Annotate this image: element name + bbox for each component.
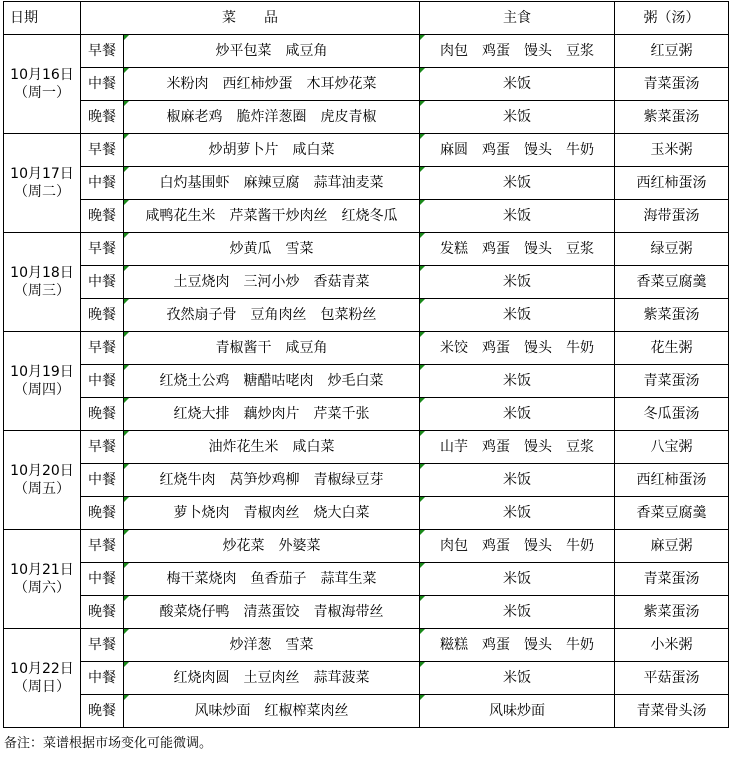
staple-cell-text: 风味炒面 bbox=[489, 703, 545, 719]
meal-cell-text: 中餐 bbox=[88, 571, 116, 587]
cell-marker-icon bbox=[420, 464, 425, 469]
cell-marker-icon bbox=[420, 398, 425, 403]
header-date: 日期 bbox=[4, 2, 81, 35]
staple-cell-text: 米饭 bbox=[503, 472, 531, 488]
menu-row bbox=[4, 68, 729, 101]
cell-marker-icon bbox=[420, 431, 425, 436]
soup-cell bbox=[615, 200, 729, 233]
meal-cell bbox=[81, 167, 124, 200]
soup-cell bbox=[615, 332, 729, 365]
staple-cell-text: 米饭 bbox=[503, 505, 531, 521]
dishes-cell-text: 炒平包菜 咸豆角 bbox=[215, 43, 328, 59]
staple-cell bbox=[420, 464, 615, 497]
dishes-cell-text: 酸菜烧仔鸭 清蒸蛋饺 青椒海带丝 bbox=[159, 604, 384, 620]
staple-cell bbox=[420, 497, 615, 530]
soup-cell-text: 冬瓜蛋汤 bbox=[643, 406, 700, 422]
menu-row bbox=[4, 629, 729, 662]
menu-row bbox=[4, 695, 729, 728]
menu-row bbox=[4, 200, 729, 233]
staple-cell-text: 山芋 鸡蛋 馒头 豆浆 bbox=[440, 439, 594, 455]
staple-cell bbox=[420, 233, 615, 266]
meal-cell-text: 早餐 bbox=[88, 43, 116, 59]
menu-row bbox=[4, 101, 729, 134]
soup-cell bbox=[615, 266, 729, 299]
staple-cell-text: 米饭 bbox=[503, 274, 531, 290]
menu-row bbox=[4, 299, 729, 332]
meal-cell bbox=[81, 332, 124, 365]
footnote: 备注：菜谱根据市场变化可能微调。 bbox=[4, 736, 213, 751]
menu-row bbox=[4, 464, 729, 497]
dishes-cell bbox=[124, 431, 420, 464]
dishes-cell-text: 炒胡萝卜片 咸白菜 bbox=[208, 142, 335, 158]
menu-row bbox=[4, 167, 729, 200]
cell-marker-icon bbox=[420, 134, 425, 139]
weekday-label: （周四） bbox=[14, 382, 70, 398]
staple-cell-text: 米饭 bbox=[503, 76, 531, 92]
staple-cell-text: 米饭 bbox=[503, 406, 531, 422]
meal-cell-text: 晚餐 bbox=[88, 703, 116, 719]
dishes-cell bbox=[124, 662, 420, 695]
meal-cell bbox=[81, 266, 124, 299]
cell-marker-icon bbox=[124, 266, 129, 271]
soup-cell-text: 麻豆粥 bbox=[650, 538, 693, 554]
cell-marker-icon bbox=[420, 35, 425, 40]
meal-cell-text: 中餐 bbox=[88, 373, 116, 389]
menu-row bbox=[4, 530, 729, 563]
dishes-cell-text: 红烧土公鸡 糖醋咕咾肉 炒毛白菜 bbox=[159, 373, 384, 389]
meal-cell-text: 晚餐 bbox=[88, 307, 116, 323]
staple-cell bbox=[420, 530, 615, 563]
weekday-label: （周一） bbox=[14, 85, 70, 101]
meal-cell bbox=[81, 101, 124, 134]
dishes-cell-text: 红烧肉圆 土豆肉丝 蒜茸菠菜 bbox=[173, 670, 370, 686]
cell-marker-icon bbox=[124, 167, 129, 172]
soup-cell bbox=[615, 629, 729, 662]
soup-cell-text: 香菜豆腐羹 bbox=[636, 274, 707, 290]
soup-cell bbox=[615, 563, 729, 596]
staple-cell-text: 米饭 bbox=[503, 175, 531, 191]
dishes-cell bbox=[124, 596, 420, 629]
staple-cell-text: 肉包 鸡蛋 馒头 牛奶 bbox=[440, 538, 594, 554]
dishes-cell-text: 油炸花生米 咸白菜 bbox=[208, 439, 335, 455]
cell-marker-icon bbox=[420, 167, 425, 172]
dishes-cell bbox=[124, 629, 420, 662]
date-label: 10月16日 bbox=[10, 67, 74, 83]
soup-cell bbox=[615, 35, 729, 68]
dishes-cell-text: 椒麻老鸡 脆炸洋葱圈 虎皮青椒 bbox=[166, 109, 377, 125]
meal-cell-text: 早餐 bbox=[88, 637, 116, 653]
cell-marker-icon bbox=[124, 35, 129, 40]
staple-cell bbox=[420, 101, 615, 134]
soup-cell bbox=[615, 464, 729, 497]
soup-cell-text: 西红柿蛋汤 bbox=[636, 175, 707, 191]
cell-marker-icon bbox=[420, 596, 425, 601]
dishes-cell-text: 梅干菜烧肉 鱼香茄子 蒜茸生菜 bbox=[166, 571, 377, 587]
cell-marker-icon bbox=[420, 662, 425, 667]
soup-cell bbox=[615, 134, 729, 167]
meal-cell-text: 晚餐 bbox=[88, 505, 116, 521]
cell-marker-icon bbox=[124, 233, 129, 238]
meal-cell bbox=[81, 431, 124, 464]
header-dishes: 菜 品 bbox=[81, 2, 420, 35]
soup-cell-text: 青菜蛋汤 bbox=[643, 373, 700, 389]
cell-marker-icon bbox=[124, 68, 129, 73]
meal-cell bbox=[81, 662, 124, 695]
staple-cell bbox=[420, 167, 615, 200]
header-soup: 粥（汤） bbox=[615, 2, 729, 35]
cell-marker-icon bbox=[420, 68, 425, 73]
meal-cell-text: 晚餐 bbox=[88, 208, 116, 224]
soup-cell-text: 紫菜蛋汤 bbox=[643, 307, 700, 323]
meal-cell bbox=[81, 299, 124, 332]
dishes-cell bbox=[124, 134, 420, 167]
meal-cell-text: 晚餐 bbox=[88, 406, 116, 422]
dishes-cell bbox=[124, 695, 420, 728]
weekday-label: （周六） bbox=[14, 580, 70, 596]
meal-cell-text: 中餐 bbox=[88, 472, 116, 488]
meal-cell-text: 早餐 bbox=[88, 340, 116, 356]
cell-marker-icon bbox=[420, 695, 425, 700]
meal-cell-text: 早餐 bbox=[88, 538, 116, 554]
staple-cell bbox=[420, 398, 615, 431]
cell-marker-icon bbox=[420, 332, 425, 337]
date-cell bbox=[4, 530, 81, 629]
staple-cell bbox=[420, 266, 615, 299]
meal-cell-text: 晚餐 bbox=[88, 604, 116, 620]
dishes-cell bbox=[124, 35, 420, 68]
staple-cell-text: 发糕 鸡蛋 馒头 豆浆 bbox=[440, 241, 594, 257]
soup-cell-text: 红豆粥 bbox=[650, 43, 693, 59]
weekday-label: （周日） bbox=[14, 679, 70, 695]
date-cell bbox=[4, 332, 81, 431]
soup-cell-text: 紫菜蛋汤 bbox=[643, 109, 700, 125]
meal-cell bbox=[81, 233, 124, 266]
date-cell bbox=[4, 431, 81, 530]
dishes-cell-text: 青椒酱干 咸豆角 bbox=[215, 340, 328, 356]
weekday-label: （周二） bbox=[14, 184, 70, 200]
staple-cell-text: 肉包 鸡蛋 馒头 豆浆 bbox=[440, 43, 594, 59]
cell-marker-icon bbox=[420, 233, 425, 238]
staple-cell-text: 米饭 bbox=[503, 670, 531, 686]
meal-cell-text: 早餐 bbox=[88, 439, 116, 455]
soup-cell bbox=[615, 398, 729, 431]
staple-cell bbox=[420, 596, 615, 629]
dishes-cell-text: 炒洋葱 雪菜 bbox=[229, 637, 314, 653]
staple-cell-text: 米饭 bbox=[503, 571, 531, 587]
staple-cell bbox=[420, 695, 615, 728]
menu-row bbox=[4, 596, 729, 629]
cell-marker-icon bbox=[124, 431, 129, 436]
staple-cell-text: 米饭 bbox=[503, 373, 531, 389]
cell-marker-icon bbox=[124, 497, 129, 502]
soup-cell bbox=[615, 530, 729, 563]
dishes-cell bbox=[124, 266, 420, 299]
meal-cell bbox=[81, 68, 124, 101]
meal-cell bbox=[81, 497, 124, 530]
cell-marker-icon bbox=[124, 530, 129, 535]
soup-cell bbox=[615, 101, 729, 134]
cell-marker-icon bbox=[124, 662, 129, 667]
soup-cell-text: 玉米粥 bbox=[650, 142, 693, 158]
date-label: 10月17日 bbox=[10, 166, 74, 182]
menu-row bbox=[4, 35, 729, 68]
cell-marker-icon bbox=[124, 332, 129, 337]
cell-marker-icon bbox=[420, 629, 425, 634]
staple-cell bbox=[420, 200, 615, 233]
menu-row bbox=[4, 563, 729, 596]
dishes-cell-text: 红烧牛肉 莴笋炒鸡柳 青椒绿豆芽 bbox=[159, 472, 384, 488]
cell-marker-icon bbox=[420, 299, 425, 304]
staple-cell bbox=[420, 365, 615, 398]
dishes-cell-text: 白灼基围虾 麻辣豆腐 蒜茸油麦菜 bbox=[159, 175, 384, 191]
staple-cell-text: 米饭 bbox=[503, 109, 531, 125]
meal-cell bbox=[81, 134, 124, 167]
cell-marker-icon bbox=[124, 134, 129, 139]
meal-cell-text: 中餐 bbox=[88, 175, 116, 191]
meal-cell bbox=[81, 530, 124, 563]
weekly-menu-table bbox=[3, 1, 729, 728]
dishes-cell-text: 孜然扇子骨 豆角肉丝 包菜粉丝 bbox=[166, 307, 377, 323]
staple-cell bbox=[420, 134, 615, 167]
soup-cell-text: 紫菜蛋汤 bbox=[643, 604, 700, 620]
menu-row bbox=[4, 233, 729, 266]
cell-marker-icon bbox=[420, 266, 425, 271]
meal-cell bbox=[81, 596, 124, 629]
dishes-cell bbox=[124, 365, 420, 398]
weekday-label: （周五） bbox=[14, 481, 70, 497]
meal-cell bbox=[81, 365, 124, 398]
meal-cell bbox=[81, 398, 124, 431]
meal-cell bbox=[81, 695, 124, 728]
soup-cell bbox=[615, 431, 729, 464]
meal-cell bbox=[81, 200, 124, 233]
cell-marker-icon bbox=[124, 365, 129, 370]
dishes-cell bbox=[124, 101, 420, 134]
soup-cell bbox=[615, 167, 729, 200]
menu-row bbox=[4, 497, 729, 530]
menu-row bbox=[4, 332, 729, 365]
soup-cell-text: 小米粥 bbox=[650, 637, 693, 653]
dishes-cell-text: 米粉肉 西红柿炒蛋 木耳炒花菜 bbox=[166, 76, 377, 92]
cell-marker-icon bbox=[124, 464, 129, 469]
dishes-cell-text: 土豆烧肉 三河小炒 香菇青菜 bbox=[173, 274, 370, 290]
dishes-cell-text: 炒黄瓜 雪菜 bbox=[229, 241, 314, 257]
cell-marker-icon bbox=[420, 365, 425, 370]
dishes-cell bbox=[124, 68, 420, 101]
date-label: 10月18日 bbox=[10, 265, 74, 281]
staple-cell bbox=[420, 431, 615, 464]
menu-row bbox=[4, 662, 729, 695]
date-cell bbox=[4, 233, 81, 332]
staple-cell bbox=[420, 299, 615, 332]
dishes-cell bbox=[124, 167, 420, 200]
soup-cell-text: 八宝粥 bbox=[650, 439, 693, 455]
staple-cell-text: 米饭 bbox=[503, 604, 531, 620]
date-label: 10月20日 bbox=[10, 463, 74, 479]
header-staple: 主食 bbox=[420, 2, 615, 35]
dishes-cell-text: 炒花菜 外婆菜 bbox=[222, 538, 321, 554]
soup-cell bbox=[615, 299, 729, 332]
soup-cell-text: 青菜蛋汤 bbox=[643, 571, 700, 587]
cell-marker-icon bbox=[420, 530, 425, 535]
cell-marker-icon bbox=[124, 299, 129, 304]
cell-marker-icon bbox=[420, 200, 425, 205]
date-label: 10月19日 bbox=[10, 364, 74, 380]
dishes-cell bbox=[124, 332, 420, 365]
soup-cell-text: 海带蛋汤 bbox=[643, 208, 700, 224]
cell-marker-icon bbox=[124, 101, 129, 106]
header-row bbox=[4, 2, 729, 35]
dishes-cell bbox=[124, 233, 420, 266]
meal-cell-text: 早餐 bbox=[88, 241, 116, 257]
soup-cell bbox=[615, 365, 729, 398]
soup-cell bbox=[615, 596, 729, 629]
date-label: 10月21日 bbox=[10, 562, 74, 578]
cell-marker-icon bbox=[420, 101, 425, 106]
cell-marker-icon bbox=[420, 563, 425, 568]
meal-cell-text: 中餐 bbox=[88, 76, 116, 92]
dishes-cell bbox=[124, 497, 420, 530]
soup-cell-text: 花生粥 bbox=[650, 340, 693, 356]
soup-cell-text: 青菜蛋汤 bbox=[643, 76, 700, 92]
dishes-cell bbox=[124, 530, 420, 563]
cell-marker-icon bbox=[124, 629, 129, 634]
date-cell bbox=[4, 629, 81, 728]
dishes-cell bbox=[124, 398, 420, 431]
staple-cell bbox=[420, 629, 615, 662]
staple-cell-text: 糍糕 鸡蛋 馒头 牛奶 bbox=[440, 637, 594, 653]
meal-cell-text: 晚餐 bbox=[88, 109, 116, 125]
cell-marker-icon bbox=[124, 695, 129, 700]
soup-cell bbox=[615, 233, 729, 266]
menu-row bbox=[4, 431, 729, 464]
weekday-label: （周三） bbox=[14, 283, 70, 299]
staple-cell bbox=[420, 68, 615, 101]
soup-cell-text: 香菜豆腐羹 bbox=[636, 505, 707, 521]
soup-cell bbox=[615, 662, 729, 695]
dishes-cell bbox=[124, 299, 420, 332]
meal-cell bbox=[81, 563, 124, 596]
menu-row bbox=[4, 365, 729, 398]
staple-cell bbox=[420, 332, 615, 365]
dishes-cell bbox=[124, 464, 420, 497]
dishes-cell-text: 风味炒面 红椒榨菜肉丝 bbox=[194, 703, 349, 719]
dishes-cell-text: 咸鸭花生米 芹菜酱干炒肉丝 红烧冬瓜 bbox=[145, 208, 398, 224]
soup-cell-text: 绿豆粥 bbox=[650, 241, 693, 257]
soup-cell bbox=[615, 68, 729, 101]
staple-cell bbox=[420, 563, 615, 596]
soup-cell-text: 青菜骨头汤 bbox=[636, 703, 707, 719]
staple-cell-text: 米饭 bbox=[503, 307, 531, 323]
soup-cell bbox=[615, 695, 729, 728]
soup-cell bbox=[615, 497, 729, 530]
dishes-cell bbox=[124, 200, 420, 233]
date-cell bbox=[4, 134, 81, 233]
cell-marker-icon bbox=[124, 563, 129, 568]
menu-row bbox=[4, 266, 729, 299]
meal-cell-text: 早餐 bbox=[88, 142, 116, 158]
meal-cell-text: 中餐 bbox=[88, 670, 116, 686]
meal-cell bbox=[81, 35, 124, 68]
date-cell bbox=[4, 35, 81, 134]
cell-marker-icon bbox=[124, 398, 129, 403]
meal-cell bbox=[81, 629, 124, 662]
soup-cell-text: 西红柿蛋汤 bbox=[636, 472, 707, 488]
menu-row bbox=[4, 134, 729, 167]
meal-cell-text: 中餐 bbox=[88, 274, 116, 290]
soup-cell-text: 平菇蛋汤 bbox=[643, 670, 700, 686]
menu-row bbox=[4, 398, 729, 431]
staple-cell-text: 米饭 bbox=[503, 208, 531, 224]
staple-cell-text: 米饺 鸡蛋 馒头 牛奶 bbox=[440, 340, 594, 356]
dishes-cell-text: 萝卜烧肉 青椒肉丝 烧大白菜 bbox=[173, 505, 370, 521]
cell-marker-icon bbox=[124, 596, 129, 601]
staple-cell-text: 麻圆 鸡蛋 馒头 牛奶 bbox=[440, 142, 594, 158]
cell-marker-icon bbox=[420, 497, 425, 502]
staple-cell bbox=[420, 35, 615, 68]
dishes-cell bbox=[124, 563, 420, 596]
dishes-cell-text: 红烧大排 藕炒肉片 芹菜千张 bbox=[173, 406, 370, 422]
date-label: 10月22日 bbox=[10, 661, 74, 677]
meal-cell bbox=[81, 464, 124, 497]
staple-cell bbox=[420, 662, 615, 695]
cell-marker-icon bbox=[124, 200, 129, 205]
